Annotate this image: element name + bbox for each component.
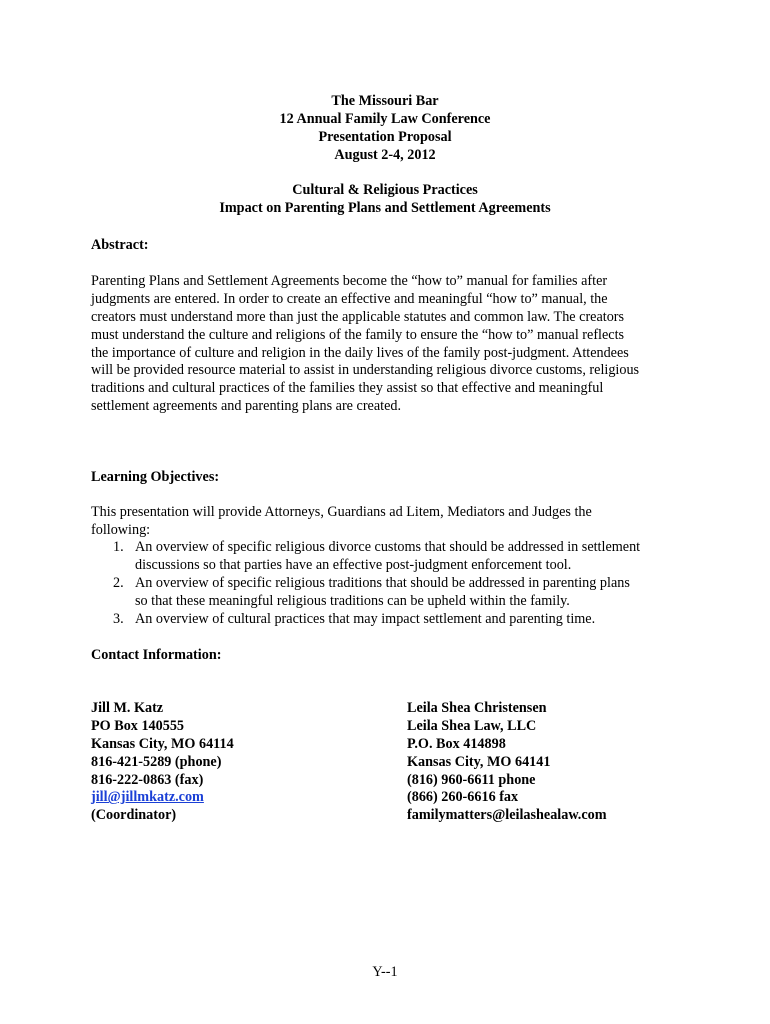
title-line-1: Cultural & Religious Practices [292, 182, 478, 198]
learning-objectives-heading: Learning Objectives: [91, 469, 220, 485]
objective-item [91, 575, 691, 611]
learning-intro [91, 504, 691, 540]
presentation-title [0, 182, 770, 218]
contact-heading: Contact Information: [91, 647, 222, 663]
title-line-2: Impact on Parenting Plans and Settlement Agreements [219, 199, 551, 216]
contact-address-line: Kansas City, MO 64141 [407, 753, 551, 770]
contact-address-line: PO Box 140555 [91, 717, 185, 734]
objective-line: An overview of specific religious divorce customs that should be addressed in settlement [135, 539, 641, 555]
abstract-paragraph [91, 273, 691, 416]
objective-line: An overview of specific religious traditions that should be addressed in parenting plans [135, 574, 630, 591]
objective-number: 3. [113, 610, 124, 627]
contact-fax: (866) 260-6616 fax [407, 789, 519, 806]
contact-email: familymatters@leilashealaw.com [407, 807, 607, 824]
contact-card-christensen [407, 700, 607, 825]
contact-role: (Coordinator) [91, 807, 177, 824]
objective-line: An overview of cultural practices that may impact settlement and parenting time. [135, 610, 596, 627]
header-date: August 2-4, 2012 [334, 146, 436, 163]
contact-address-line: Kansas City, MO 64114 [91, 735, 234, 752]
objective-number: 1. [113, 539, 124, 555]
page-number: Y--1 [372, 964, 398, 980]
abstract-line: the importance of culture and religion in the daily lives of the family post-judgment. Attendees [91, 344, 629, 361]
contact-fax: 816-222-0863 (fax) [91, 771, 204, 788]
contact-firm: Leila Shea Law, LLC [407, 717, 537, 734]
contact-name: Leila Shea Christensen [407, 700, 547, 716]
document-header [0, 93, 770, 165]
header-proposal: Presentation Proposal [318, 128, 452, 145]
objective-number: 2. [113, 574, 124, 591]
contact-phone: (816) 960-6611 phone [407, 771, 536, 788]
abstract-line: judgments are entered. In order to create an effective and meaningful “how to” manual, the [91, 290, 608, 307]
contact-email-link[interactable]: jill@jillmkatz.com [91, 789, 204, 806]
abstract-heading: Abstract: [91, 237, 149, 253]
abstract-line: traditions and cultural practices of the families they assist so that effective and meaningful [91, 380, 604, 397]
abstract-line: will be provided resource material to assist in understanding religious divorce customs, religious [91, 362, 640, 379]
abstract-line: Parenting Plans and Settlement Agreements become the “how to” manual for families after [91, 273, 608, 289]
objective-item [91, 611, 691, 629]
abstract-line: creators must understand more than just the applicable statutes and common law. The creators [91, 308, 625, 325]
header-organization: The Missouri Bar [331, 93, 439, 109]
objective-line: discussions so that parties have an effective post-judgment enforcement tool. [135, 556, 572, 573]
learning-intro-line: following: [91, 521, 151, 538]
abstract-line: settlement agreements and parenting plans are created. [91, 398, 402, 415]
contact-name: Jill M. Katz [91, 700, 164, 716]
objective-line: so that these meaningful religious traditions can be upheld within the family. [135, 592, 570, 609]
contact-card-katz [91, 700, 234, 825]
header-conference: 12 Annual Family Law Conference [279, 110, 491, 127]
contact-phone: 816-421-5289 (phone) [91, 753, 222, 770]
objectives-list [91, 539, 691, 628]
contact-address-line: P.O. Box 414898 [407, 735, 506, 752]
objective-item [91, 539, 691, 575]
abstract-line: must understand the culture and religions of the family to ensure the “how to” manual reflects [91, 326, 625, 343]
learning-intro-line: This presentation will provide Attorneys, Guardians ad Litem, Mediators and Judges the [91, 504, 592, 520]
